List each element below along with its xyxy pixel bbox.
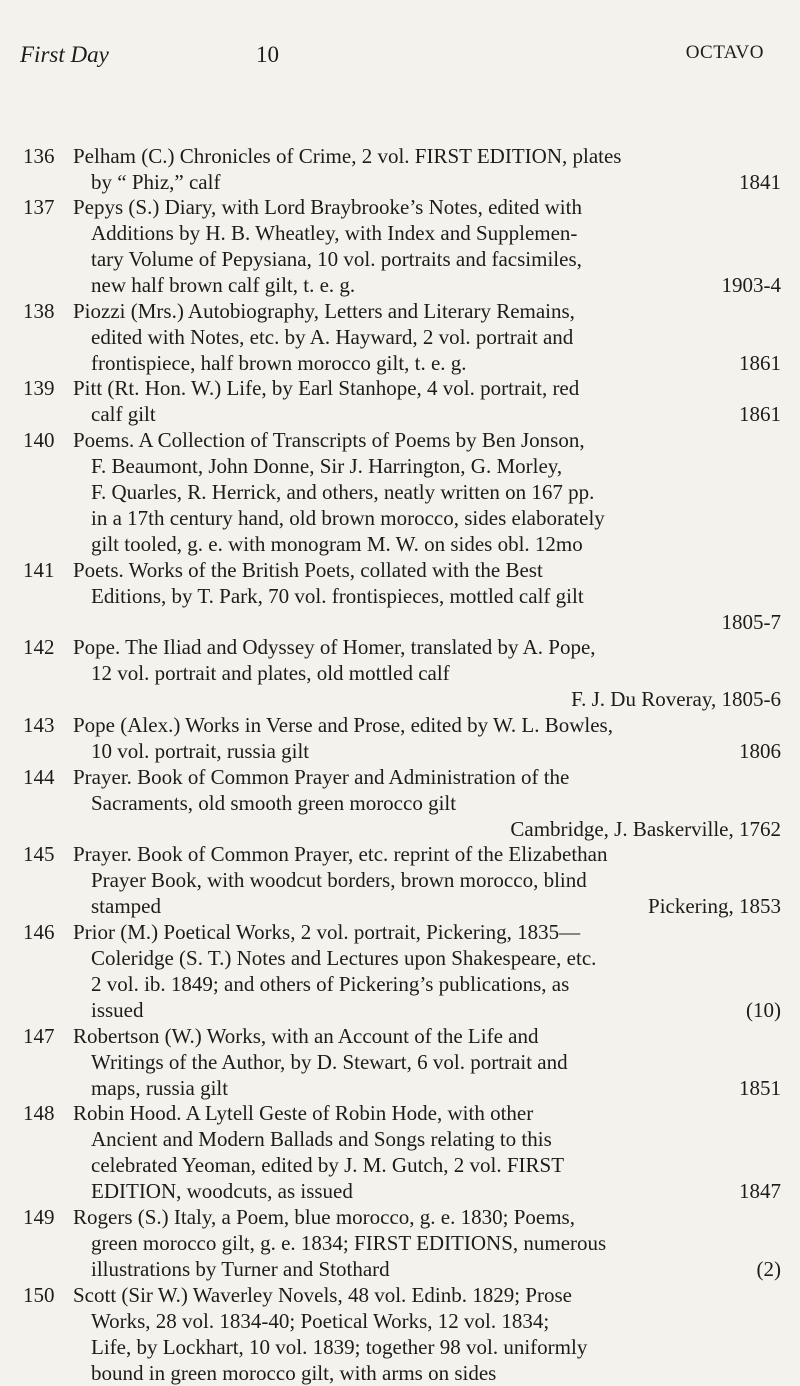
running-header bbox=[20, 42, 764, 76]
lot-description-line: frontispiece, half brown morocco gilt, t. e. g. bbox=[91, 351, 467, 375]
lot-date: F. J. Du Roveray, 1805-6 bbox=[571, 687, 781, 711]
lot-description-line: edited with Notes, etc. by A. Hayward, 2 vol. portrait and bbox=[91, 325, 574, 349]
lot-description-line: illustrations by Turner and Stothard bbox=[91, 1257, 390, 1281]
lot-date: 1861 bbox=[739, 402, 781, 426]
lot-description-line: Prayer. Book of Common Prayer and Administration of the bbox=[73, 765, 570, 789]
lot-description-line: Prayer Book, with woodcut borders, brown morocco, blind bbox=[91, 868, 587, 892]
lot-date: 1805-7 bbox=[721, 610, 781, 634]
lot-number: 147 bbox=[23, 1024, 55, 1048]
lot-description-line: Pope (Alex.) Works in Verse and Prose, edited by W. L. Bowles, bbox=[73, 713, 613, 737]
lot-description-line: new half brown calf gilt, t. e. g. bbox=[91, 273, 356, 297]
lot-number: 139 bbox=[23, 376, 55, 400]
lot-description-line: Scott (Sir W.) Waverley Novels, 48 vol. Edinb. 1829; Prose bbox=[73, 1283, 572, 1307]
lot-description-line: Life, by Lockhart, 10 vol. 1839; together 98 vol. uniformly bbox=[91, 1335, 588, 1359]
lot-description-line: green morocco gilt, g. e. 1834; FIRST EDITIONS, numerous bbox=[91, 1231, 607, 1255]
lot-description-line: Coleridge (S. T.) Notes and Lectures upon Shakespeare, etc. bbox=[91, 946, 597, 970]
lot-description-line: Additions by H. B. Wheatley, with Index and Supplemen- bbox=[91, 221, 578, 245]
lot-number: 145 bbox=[23, 842, 55, 866]
lot-date: 1806 bbox=[739, 739, 781, 763]
lot-date: 1851 bbox=[739, 1076, 781, 1100]
lot-number: 148 bbox=[23, 1101, 55, 1125]
lot-description-line: Pelham (C.) Chronicles of Crime, 2 vol. FIRST EDITION, plates bbox=[73, 144, 622, 168]
lot-description-line: gilt tooled, g. e. with monogram M. W. on sides obl. 12mo bbox=[91, 532, 583, 556]
lot-description-line: 10 vol. portrait, russia gilt bbox=[91, 739, 310, 763]
lot-number: 144 bbox=[23, 765, 55, 789]
lot-number: 150 bbox=[23, 1283, 55, 1307]
lot-description-line: Poets. Works of the British Poets, collated with the Best bbox=[73, 558, 543, 582]
header-left: First Day bbox=[20, 42, 109, 67]
lot-number: 149 bbox=[23, 1205, 55, 1229]
lot-date: 1847 bbox=[739, 1179, 781, 1203]
lot-description-line: stamped bbox=[91, 894, 161, 918]
lot-number: 146 bbox=[23, 920, 55, 944]
lot-description-line: Pepys (S.) Diary, with Lord Braybrooke’s Notes, edited with bbox=[73, 195, 582, 219]
lot-description-line: Pitt (Rt. Hon. W.) Life, by Earl Stanhope, 4 vol. portrait, red bbox=[73, 376, 580, 400]
lot-description-line: Works, 28 vol. 1834-40; Poetical Works, 12 vol. 1834; bbox=[91, 1309, 550, 1333]
lot-description-line: in a 17th century hand, old brown morocco, sides elaborately bbox=[91, 506, 605, 530]
lot-description-line: celebrated Yeoman, edited by J. M. Gutch, 2 vol. FIRST bbox=[91, 1153, 565, 1177]
lot-description-line: Robertson (W.) Works, with an Account of the Life and bbox=[73, 1024, 539, 1048]
lot-description-line: Prior (M.) Poetical Works, 2 vol. portrait, Pickering, 1835— bbox=[73, 920, 581, 944]
lot-description-line: issued bbox=[91, 998, 144, 1022]
lot-date: 1903-4 bbox=[721, 273, 781, 297]
lot-number: 142 bbox=[23, 635, 55, 659]
lot-number: 143 bbox=[23, 713, 55, 737]
lot-description-line: Ancient and Modern Ballads and Songs relating to this bbox=[91, 1127, 552, 1151]
lot-description-line: EDITION, woodcuts, as issued bbox=[91, 1179, 353, 1203]
lot-description-line: Robin Hood. A Lytell Geste of Robin Hode, with other bbox=[73, 1101, 534, 1125]
lot-date: Pickering, 1853 bbox=[648, 894, 781, 918]
lot-description-line: Piozzi (Mrs.) Autobiography, Letters and Literary Remains, bbox=[73, 299, 575, 323]
lot-description-line: Editions, by T. Park, 70 vol. frontispieces, mottled calf gilt bbox=[91, 584, 584, 608]
lot-description-line: bound in green morocco gilt, with arms on sides bbox=[91, 1361, 497, 1385]
lot-description-line: 2 vol. ib. 1849; and others of Pickering’s publications, as bbox=[91, 972, 570, 996]
lot-description-line: F. Beaumont, John Donne, Sir J. Harrington, G. Morley, bbox=[91, 454, 563, 478]
lot-description-line: Rogers (S.) Italy, a Poem, blue morocco, g. e. 1830; Poems, bbox=[73, 1205, 575, 1229]
lot-description-line: by “ Phiz,” calf bbox=[91, 170, 221, 194]
lot-date: 1841 bbox=[739, 170, 781, 194]
lot-number: 136 bbox=[23, 144, 55, 168]
lot-description-line: tary Volume of Pepysiana, 10 vol. portraits and facsimiles, bbox=[91, 247, 582, 271]
lot-description-line: 12 vol. portrait and plates, old mottled calf bbox=[91, 661, 450, 685]
lot-date: 1861 bbox=[739, 351, 781, 375]
lot-number: 140 bbox=[23, 428, 55, 452]
lot-date: (2) bbox=[756, 1257, 781, 1281]
lot-number: 141 bbox=[23, 558, 55, 582]
lot-description-line: F. Quarles, R. Herrick, and others, neatly written on 167 pp. bbox=[91, 480, 595, 504]
lot-number: 137 bbox=[23, 195, 55, 219]
lot-number: 138 bbox=[23, 299, 55, 323]
lot-description-line: Poems. A Collection of Transcripts of Poems by Ben Jonson, bbox=[73, 428, 585, 452]
lot-description-line: maps, russia gilt bbox=[91, 1076, 229, 1100]
lot-date: (10) bbox=[746, 998, 781, 1022]
lot-description-line: Prayer. Book of Common Prayer, etc. reprint of the Elizabethan bbox=[73, 842, 608, 866]
lot-description-line: Writings of the Author, by D. Stewart, 6 vol. portrait and bbox=[91, 1050, 568, 1074]
lot-date: Cambridge, J. Baskerville, 1762 bbox=[510, 817, 781, 841]
lot-description-line: calf gilt bbox=[91, 402, 156, 426]
lot-description-line: Pope. The Iliad and Odyssey of Homer, translated by A. Pope, bbox=[73, 635, 596, 659]
lot-description-line: Sacraments, old smooth green morocco gilt bbox=[91, 791, 457, 815]
page-number: 10 bbox=[256, 42, 279, 67]
header-right: OCTAVO bbox=[685, 42, 764, 63]
